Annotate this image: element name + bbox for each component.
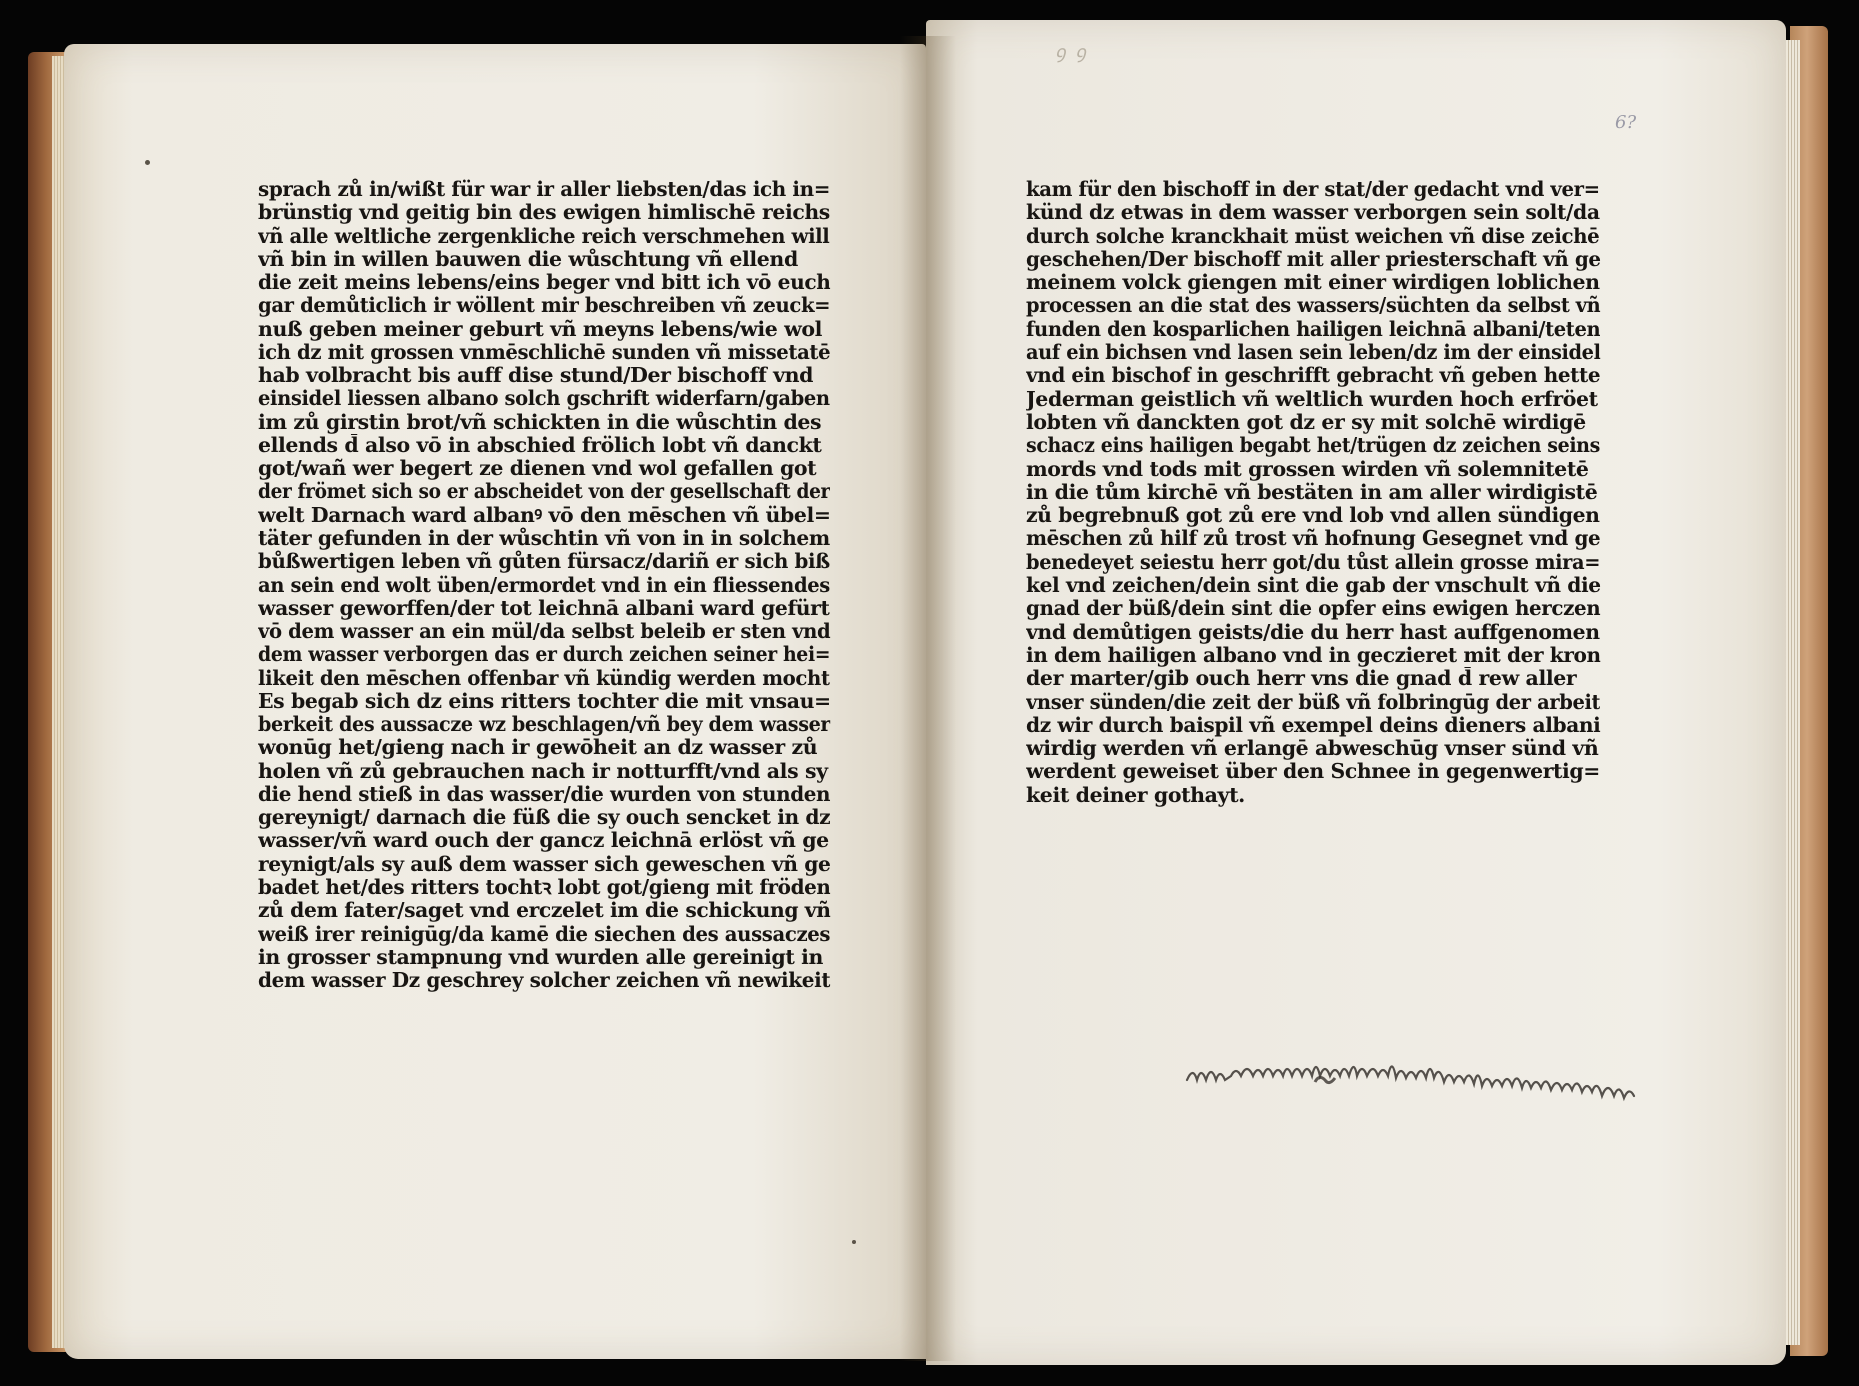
book-gutter [900, 36, 956, 1361]
text-line: wonūg het/gieng nach ir gewōheit an dz wasser zů [258, 736, 818, 760]
text-line: dz wir durch baispil vñ exempel deins dieners albani [1026, 713, 1601, 737]
text-line: vnser sünden/die zeit der büß vñ folbringūg der arbeit [1026, 690, 1600, 714]
text-line: in grosser stampnung vnd wurden alle gereinigt in [258, 945, 824, 969]
text-line: geschehen/Der bischoff mit aller priesterschaft vñ ge [1026, 247, 1601, 271]
text-line: die hend stieß in das wasser/die wurden von stunden [258, 782, 831, 806]
text-line: in die tům kirchē vñ bestäten in am aller wirdigistē [1026, 480, 1598, 504]
text-line: täter gefunden in der wůschtin vñ von in in solchem [258, 526, 830, 550]
text-line: gar demůticlich ir wöllent mir beschreiben vñ zeuck= [258, 294, 831, 318]
text-line: ich dz mit grossen vnmēschlichē sunden vñ missetatē [258, 340, 830, 364]
text-line: keit deiner gothayt. [1026, 783, 1245, 807]
text-line: schacz eins hailigen begabt het/trügen dz zeichen seins [1026, 434, 1600, 458]
text-line: funden den kosparlichen hailigen leichnā albani/teten [1026, 317, 1601, 341]
text-line: auf ein bichsen vnd lasen sein leben/dz im der einsidel [1026, 341, 1601, 365]
handwritten-pen-trial [1185, 1040, 1785, 1110]
faded-sketch-mark: ꝯ ꝯ [1055, 42, 1088, 63]
text-line: durch solche kranckhait müst weichen vñ dise zeichē [1026, 224, 1600, 248]
text-line: bůßwertigen leben vñ gůten fürsacz/dariñ er sich biß [258, 550, 830, 574]
text-line: dem wasser Dz geschrey solcher zeichen vñ newikeit [258, 969, 831, 993]
text-line: der marter/gib ouch herr vns die gnad d̄ rew aller [1026, 667, 1577, 691]
text-line: vnd demůtigen geists/die du herr hast auffgenomen [1026, 620, 1600, 644]
text-line: vñ bin in willen bauwen die wůschtung vñ ellend [258, 247, 798, 271]
text-line: zů dem fater/saget vnd erczelet im die schickung vñ [258, 899, 831, 923]
text-line: an sein end wolt üben/ermordet vnd in ein fliessendes [258, 573, 830, 597]
text-line: vō dem wasser an ein mül/da selbst beleib er sten vnd [258, 620, 831, 644]
text-line: Es begab sich dz eins ritters tochter die mit vnsau= [258, 689, 831, 713]
text-line: dem wasser verborgen das er durch zeichen seiner hei= [258, 643, 831, 667]
text-line: einsidel liessen albano solch gschrift widerfarn/gaben [258, 387, 830, 411]
text-line: in dem hailigen albano vnd in geczieret mit der kron [1026, 643, 1601, 667]
text-line: welt Darnach ward albanꝰ vō den mēschen vñ übel= [258, 503, 831, 527]
text-line: reynigt/als sy auß dem wasser sich geweschen vñ ge [258, 852, 831, 876]
text-line: werdent geweiset über den Schnee in gegenwertig= [1026, 760, 1600, 784]
text-line: nuß geben meiner geburt vñ meyns lebens/wie wol [258, 317, 822, 341]
text-line: vñ alle weltliche zergenkliche reich verschmehen will [258, 224, 830, 248]
text-line: die zeit meins lebens/eins beger vnd bitt ich vō euch [258, 271, 831, 295]
text-line: kam für den bischoff in der stat/der gedacht vnd ver= [1026, 178, 1600, 201]
text-line: wasser geworffen/der tot leichnā albani ward gefürt [258, 596, 830, 620]
left-page-text [258, 178, 830, 992]
right-page-text [1026, 178, 1600, 807]
text-line: künd dz etwas in dem wasser verborgen sein solt/da [1026, 201, 1600, 225]
text-line: kel vnd zeichen/dein sint die gab der vnschult vñ die [1026, 574, 1601, 598]
text-line: gereynigt/ darnach die füß die sy ouch sencket in dz [258, 806, 831, 830]
text-line: brünstig vnd geitig bin des ewigen himlischē reichs [258, 201, 830, 225]
text-line: mēschen zů hilf zů trost vñ hofnung Gesegnet vnd ge [1026, 527, 1600, 551]
text-line: hab volbracht bis auff dise stund/Der bischoff vnd [258, 364, 814, 388]
text-line: berkeit des aussacze wz beschlagen/vñ bey dem wasser [258, 713, 831, 737]
text-line: benedeyet seiestu herr got/du tůst allein grosse mira= [1026, 550, 1600, 574]
text-line: badet het/des ritters tochtꝛ lobt got/gieng mit fröden [258, 875, 831, 899]
text-line: sprach zů in/wißt für war ir aller liebsten/das ich in= [258, 178, 831, 201]
ink-speck [852, 1240, 856, 1244]
text-line: im zů girstin brot/vñ schickten in die wůschtin des [258, 410, 822, 434]
text-line: likeit den mēschen offenbar vñ kündig werden mocht [258, 666, 830, 690]
text-line: holen vñ zů gebrauchen nach ir notturfft/vnd als sy [258, 759, 828, 783]
text-line: Jederman geistlich vñ weltlich wurden hoch erfröet [1026, 387, 1598, 411]
text-line: processen an die stat des wassers/süchten da selbst vñ [1026, 294, 1601, 318]
text-line: meinem volck giengen mit einer wirdigen loblichen [1026, 271, 1600, 295]
text-line: wirdig werden vñ erlangē abweschūg vnser sünd vñ [1026, 737, 1599, 761]
text-line: gnad der büß/dein sint die opfer eins ewigen herczen [1026, 597, 1601, 621]
text-line: weiß irer reinigūg/da kamē die siechen des aussaczes [258, 922, 831, 946]
text-line: zů begrebnuß got zů ere vnd lob vnd allen sündigen [1026, 504, 1600, 528]
text-line: got/wañ wer begert ze dienen vnd wol gefallen got [258, 457, 817, 481]
text-line: mords vnd tods mit grossen wirden vñ solemnitetē [1026, 457, 1589, 481]
folio-mark: 6? [1615, 112, 1637, 133]
text-line: ellends d̄ also vō in abschied frölich lobt vñ danckt [258, 433, 822, 457]
text-line: wasser/vñ ward ouch der gancz leichnā erlöst vñ ge [258, 829, 829, 853]
text-line: lobten vñ danckten got dz er sy mit solchē wirdigē [1026, 410, 1586, 434]
text-line: der frömet sich so er abscheidet von der gesellschaft der [258, 480, 830, 504]
ink-speck [145, 160, 150, 165]
text-line: vnd ein bischof in geschrifft gebracht vñ geben hette [1026, 364, 1601, 388]
